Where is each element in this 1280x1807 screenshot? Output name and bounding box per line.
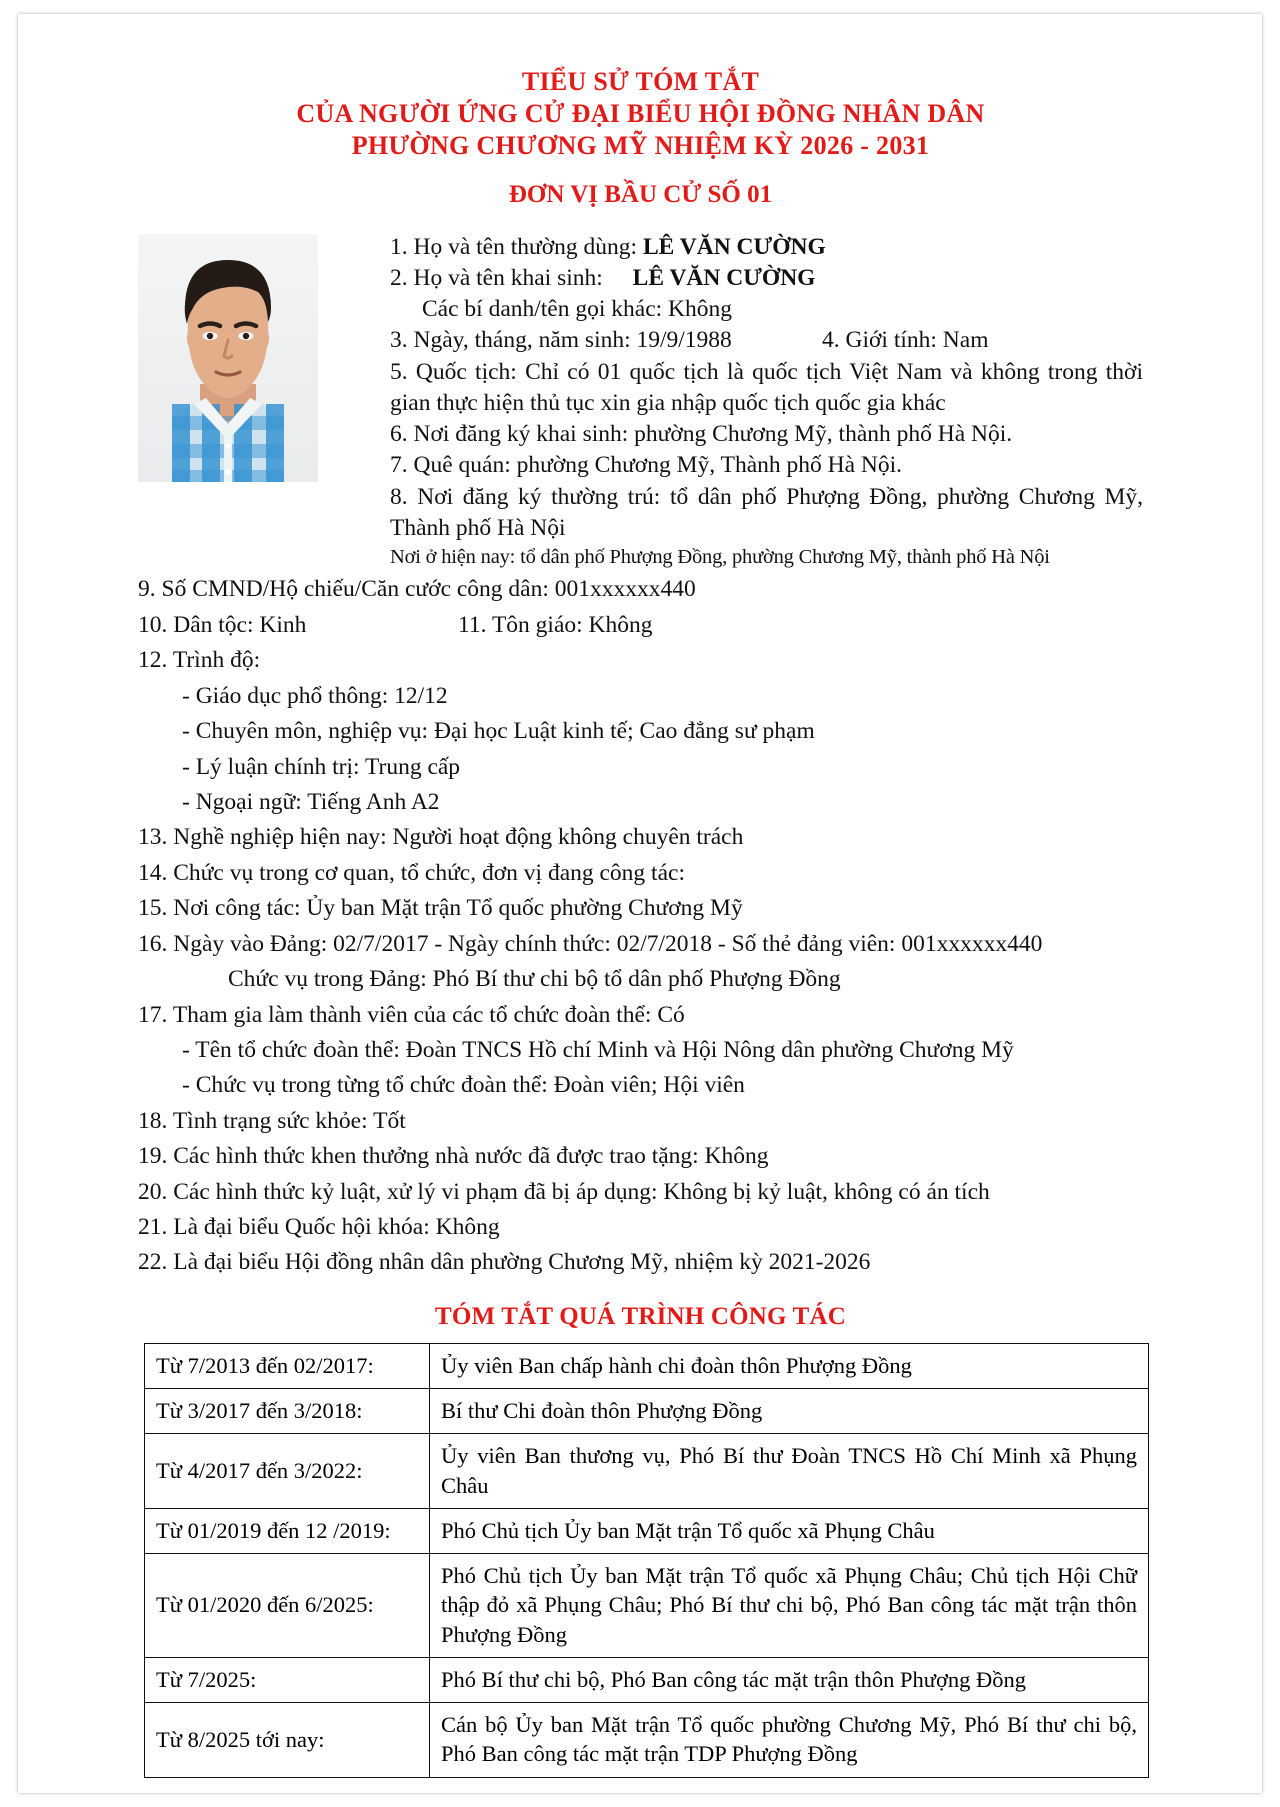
career-history-table	[144, 1343, 1149, 1778]
title-line-3: PHƯỜNG CHƯƠNG MỸ NHIỆM KỲ 2026 - 2031	[351, 131, 930, 161]
bio-item-1-label: 1. Họ và tên thường dùng:	[390, 233, 638, 260]
bio-current-residence: Nơi ở hiện nay: tổ dân phố Phượng Đồng, phường Chương Mỹ, thành phố Hà Nội	[390, 546, 1050, 569]
bio-items-wrapped	[390, 232, 1143, 572]
bio-item-12-d: - Ngoại ngữ: Tiếng Anh A2	[182, 788, 440, 815]
bio-item-17-b: - Chức vụ trong từng tổ chức đoàn thể: Đoàn viên; Hội viên	[182, 1072, 745, 1099]
table-row	[145, 1657, 1149, 1702]
table-row	[145, 1343, 1149, 1388]
bio-item-10: 10. Dân tộc: Kinh	[138, 611, 307, 638]
career-detail: Phó Chủ tịch Ủy ban Mặt trận Tổ quốc xã Phụng Châu; Chủ tịch Hội Chữ thập đỏ xã Phụng Châu; Phó Bí thư chi bộ, Phó Ban công tác mặt trận thôn Phượng Đồng	[430, 1554, 1149, 1658]
career-period: Từ 7/2013 đến 02/2017:	[145, 1343, 430, 1388]
bio-item-10-11-row	[138, 609, 1143, 641]
career-period: Từ 01/2019 đến 12 /2019:	[145, 1508, 430, 1553]
document-title-block	[138, 66, 1143, 210]
electoral-unit-label: ĐƠN VỊ BẦU CỬ SỐ 01	[508, 180, 773, 208]
table-row	[145, 1508, 1149, 1553]
bio-item-3-4-row	[390, 325, 1143, 356]
bio-item-13: 13. Nghề nghiệp hiện nay: Người hoạt động không chuyên trách	[138, 824, 744, 851]
bio-item-20: 20. Các hình thức kỷ luật, xử lý vi phạm đã bị áp dụng: Không bị kỷ luật, không có án tích	[138, 1178, 990, 1205]
bio-item-12: 12. Trình độ:	[138, 647, 261, 674]
bio-alias-line: Các bí danh/tên gọi khác: Không	[422, 296, 732, 323]
title-line-1: TIỂU SỬ TÓM TẮT	[521, 67, 760, 96]
bio-items-full-width	[138, 573, 1143, 1278]
bio-item-2-value: LÊ VĂN CƯỜNG	[632, 264, 816, 291]
bio-section	[138, 232, 1143, 1279]
career-table-body	[145, 1343, 1149, 1777]
bio-item-12-c: - Lý luận chính trị: Trung cấp	[182, 753, 461, 780]
table-row	[145, 1389, 1149, 1434]
bio-item-11: 11. Tôn giáo: Không	[458, 611, 653, 638]
bio-item-9: 9. Số CMND/Hộ chiếu/Căn cước công dân: 001xxxxxx440	[138, 576, 696, 603]
document-sheet	[18, 14, 1262, 1793]
career-detail: Ủy viên Ban thương vụ, Phó Bí thư Đoàn TNCS Hồ Chí Minh xã Phụng Châu	[430, 1434, 1149, 1509]
career-period: Từ 8/2025 tới nay:	[145, 1703, 430, 1778]
bio-item-7: 7. Quê quán: phường Chương Mỹ, Thành phố Hà Nội.	[390, 452, 903, 479]
candidate-photo	[138, 234, 318, 482]
table-row	[145, 1703, 1149, 1778]
bio-item-2-label: 2. Họ và tên khai sinh:	[390, 264, 603, 291]
bio-item-3: 3. Ngày, tháng, năm sinh: 19/9/1988	[390, 327, 732, 354]
bio-item-1	[390, 232, 1143, 263]
career-period: Từ 3/2017 đến 3/2018:	[145, 1389, 430, 1434]
bio-item-12-a: - Giáo dục phổ thông: 12/12	[182, 682, 448, 709]
table-row	[145, 1554, 1149, 1658]
title-line-2: CỦA NGƯỜI ỨNG CỬ ĐẠI BIỂU HỘI ĐỒNG NHÂN DÂN	[296, 99, 985, 129]
bio-item-2	[390, 263, 1143, 294]
bio-item-17-a: - Tên tổ chức đoàn thể: Đoàn TNCS Hồ chí Minh và Hội Nông dân phường Chương Mỹ	[182, 1036, 1014, 1063]
bio-item-12-b: - Chuyên môn, nghiệp vụ: Đại học Luật kinh tế; Cao đẳng sư phạm	[182, 718, 815, 745]
bio-item-16-b: Chức vụ trong Đảng: Phó Bí thư chi bộ tổ dân phố Phượng Đồng	[228, 966, 841, 993]
bio-item-6: 6. Nơi đăng ký khai sinh: phường Chương Mỹ, thành phố Hà Nội.	[390, 421, 1013, 448]
career-section-heading: TÓM TẮT QUÁ TRÌNH CÔNG TÁC	[434, 1302, 847, 1330]
bio-item-15: 15. Nơi công tác: Ủy ban Mặt trận Tổ quốc phường Chương Mỹ	[138, 895, 743, 922]
career-detail: Bí thư Chi đoàn thôn Phượng Đồng	[430, 1389, 1149, 1434]
bio-item-19: 19. Các hình thức khen thưởng nhà nước đã được trao tặng: Không	[138, 1143, 769, 1170]
document-body	[138, 66, 1143, 1778]
bio-item-21: 21. Là đại biểu Quốc hội khóa: Không	[138, 1214, 500, 1241]
bio-item-5: 5. Quốc tịch: Chỉ có 01 quốc tịch là quốc tịch Việt Nam và không trong thời gian thực hiện thủ tục xin gia nhập quốc tịch quốc gia khác	[390, 358, 1143, 416]
career-period: Từ 01/2020 đến 6/2025:	[145, 1554, 430, 1658]
career-detail: Phó Chủ tịch Ủy ban Mặt trận Tổ quốc xã Phụng Châu	[430, 1508, 1149, 1553]
bio-item-1-value: LÊ VĂN CƯỜNG	[642, 233, 826, 260]
bio-item-17: 17. Tham gia làm thành viên của các tổ chức đoàn thể: Có	[138, 1001, 685, 1028]
bio-item-16: 16. Ngày vào Đảng: 02/7/2017 - Ngày chính thức: 02/7/2018 - Số thẻ đảng viên: 001xxxxxx440	[138, 930, 1043, 957]
career-period: Từ 4/2017 đến 3/2022:	[145, 1434, 430, 1509]
table-row	[145, 1434, 1149, 1509]
bio-item-8: 8. Nơi đăng ký thường trú: tổ dân phố Phượng Đồng, phường Chương Mỹ, Thành phố Hà Nội	[390, 483, 1143, 541]
bio-item-22: 22. Là đại biểu Hội đồng nhân dân phường Chương Mỹ, nhiệm kỳ 2021-2026	[138, 1249, 871, 1276]
career-period: Từ 7/2025:	[145, 1657, 430, 1702]
bio-item-18: 18. Tình trạng sức khỏe: Tốt	[138, 1107, 406, 1134]
career-detail: Phó Bí thư chi bộ, Phó Ban công tác mặt trận thôn Phượng Đồng	[430, 1657, 1149, 1702]
career-detail: Ủy viên Ban chấp hành chi đoàn thôn Phượng Đồng	[430, 1343, 1149, 1388]
bio-item-14: 14. Chức vụ trong cơ quan, tổ chức, đơn vị đang công tác:	[138, 859, 685, 886]
bio-item-4: 4. Giới tính: Nam	[822, 327, 989, 354]
career-detail: Cán bộ Ủy ban Mặt trận Tổ quốc phường Chương Mỹ, Phó Bí thư chi bộ, Phó Ban công tác mặt trận TDP Phượng Đồng	[430, 1703, 1149, 1778]
